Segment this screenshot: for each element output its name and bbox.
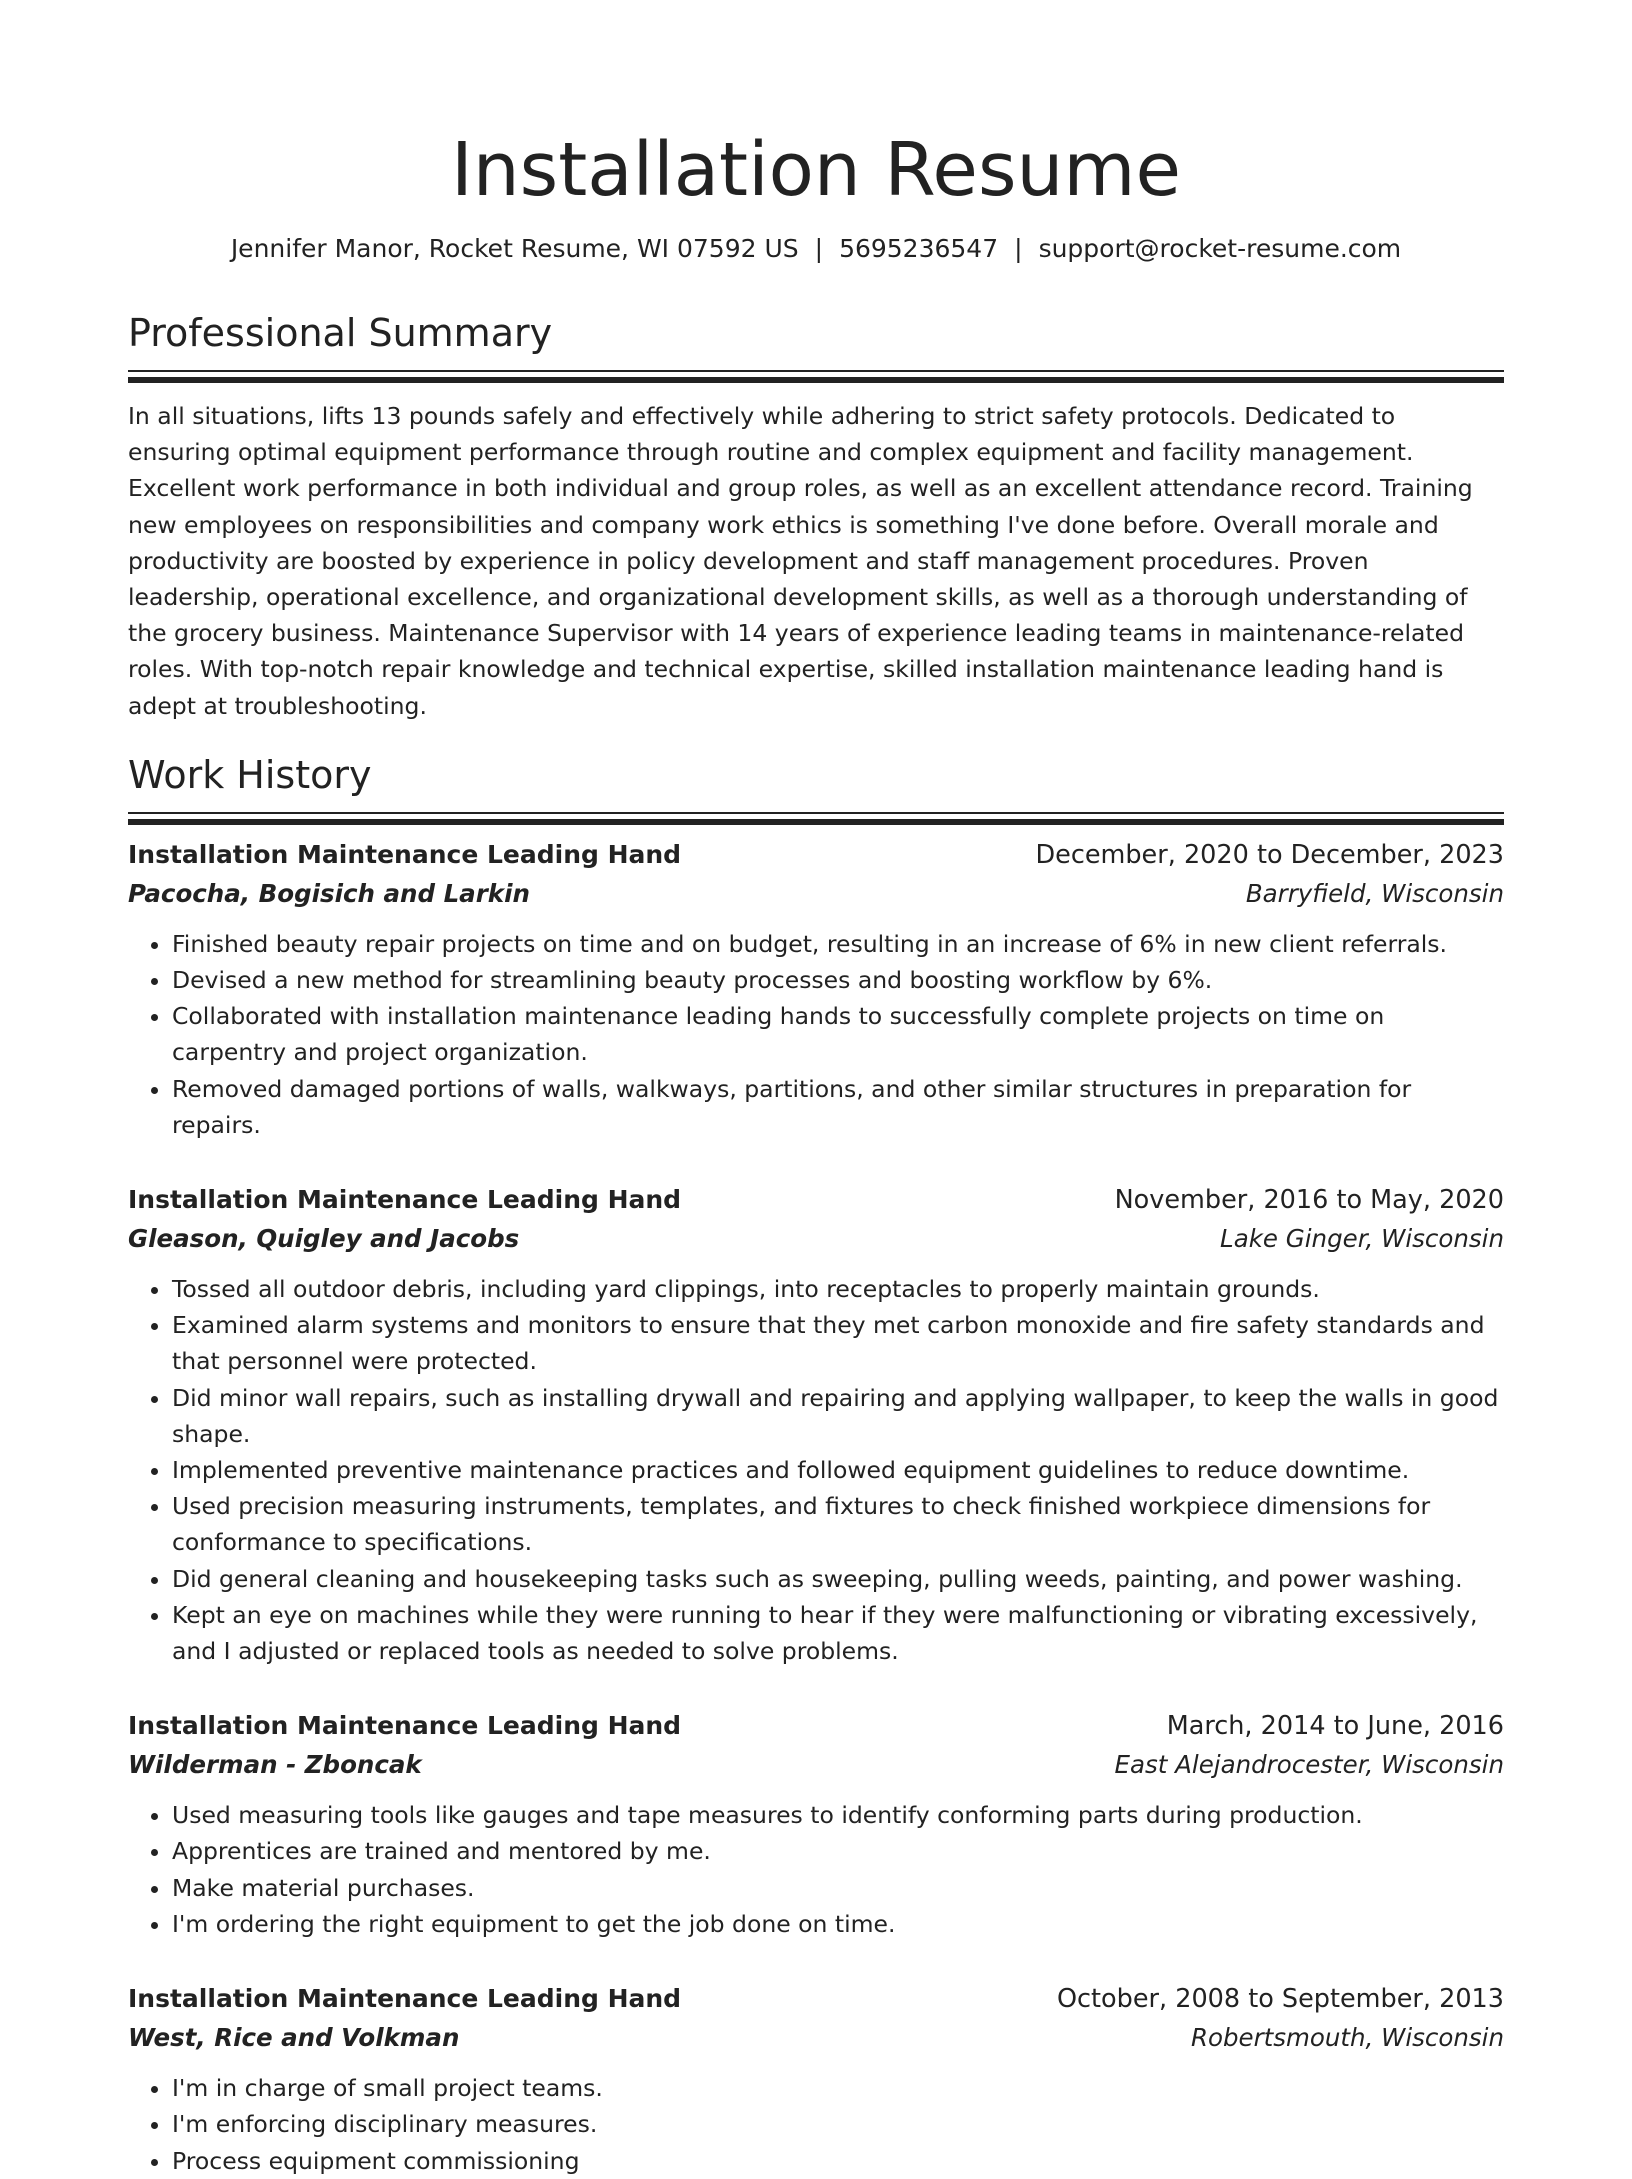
- resume-title: Installation Resume: [450, 127, 1182, 213]
- job-bullet: • Devised a new method for streamlining beauty processes and boosting workflow by 6%.: [172, 962, 1504, 998]
- job-bullet: • Implemented preventive maintenance practices and followed equipment guidelines to reduce downtime.: [172, 1452, 1504, 1488]
- job-location: Lake Ginger, Wisconsin: [1220, 1224, 1504, 1254]
- job-bullet: • Examined alarm systems and monitors to ensure that they met carbon monoxide and fire safety standards and that personnel were protected.: [172, 1307, 1504, 1379]
- job-bullet: • Did minor wall repairs, such as installing drywall and repairing and applying wallpaper, to keep the walls in good shape.: [172, 1380, 1504, 1452]
- job-bullet: • I'm enforcing disciplinary measures.: [172, 2106, 1504, 2142]
- work-history-section: [128, 750, 1504, 2179]
- contact-email: support@rocket-resume.com: [1038, 234, 1402, 263]
- job-bullet: • Make material purchases.: [172, 1870, 1504, 1906]
- job-bullet-list: [128, 2070, 1504, 2179]
- job-dates: March, 2014 to June, 2016: [1166, 1711, 1504, 1742]
- section-divider: [128, 370, 1504, 372]
- job-bullet: • I'm ordering the right equipment to get the job done on time.: [172, 1906, 1504, 1942]
- job-dates: December, 2020 to December, 2023: [1035, 839, 1504, 870]
- job-bullet: • Collaborated with installation maintenance leading hands to successfully complete projects on time on carpentry and project organization.: [172, 998, 1504, 1070]
- job-entry: [128, 836, 1504, 1143]
- job-bullet: • Finished beauty repair projects on time and on budget, resulting in an increase of 6% in new client referrals.: [172, 926, 1504, 962]
- job-bullet-list: [128, 1271, 1504, 1669]
- job-header-row: [128, 1707, 1504, 1745]
- job-company: Gleason, Quigley and Jacobs: [128, 1224, 520, 1254]
- section-heading-summary: Professional Summary: [128, 311, 553, 355]
- job-company: Pacocha, Bogisich and Larkin: [128, 878, 530, 908]
- job-company-row: [128, 874, 1504, 914]
- job-location: Barryfield, Wisconsin: [1245, 878, 1504, 908]
- job-dates: October, 2008 to September, 2013: [1056, 1984, 1504, 2015]
- job-bullet-list: [128, 926, 1504, 1143]
- job-company: West, Rice and Volkman: [128, 2023, 460, 2053]
- job-bullet: • Apprentices are trained and mentored by me.: [172, 1833, 1504, 1869]
- job-bullet: • Tossed all outdoor debris, including yard clippings, into receptacles to properly maintain grounds.: [172, 1271, 1504, 1307]
- job-dates: November, 2016 to May, 2020: [1114, 1185, 1504, 1216]
- job-bullet: • I'm in charge of small project teams.: [172, 2070, 1504, 2106]
- job-company-row: [128, 2018, 1504, 2058]
- job-entry: [128, 1181, 1504, 1669]
- contact-address: Jennifer Manor, Rocket Resume, WI 07592 US: [230, 234, 799, 263]
- resume-page: [128, 0, 1504, 2179]
- job-title: Installation Maintenance Leading Hand: [128, 1984, 682, 2014]
- job-location: Robertsmouth, Wisconsin: [1190, 2023, 1504, 2053]
- job-company-row: [128, 1745, 1504, 1785]
- job-bullet: • Did general cleaning and housekeeping tasks such as sweeping, pulling weeds, painting, and power washing.: [172, 1561, 1504, 1597]
- summary-text: In all situations, lifts 13 pounds safely and effectively while adhering to strict safety protocols. Dedicated to ensuring optimal equipment performance through routine and complex equipment and facility management. Excellent work performance in both individual and group roles, as well as an excellent attendance record. Training new employees on responsibilities and company work ethics is something I've done before. Overall morale and productivity are boosted by experience in policy development and staff management procedures. Proven leadership, operational excellence, and organizational development skills, as well as a thorough understanding of the grocery business. Maintenance Supervisor with 14 years of experience leading teams in maintenance-related roles. With top-notch repair knowledge and technical expertise, skilled installation maintenance leading hand is adept at troubleshooting.: [128, 402, 1473, 720]
- contact-phone: 5695236547: [839, 234, 999, 263]
- job-title: Installation Maintenance Leading Hand: [128, 839, 682, 869]
- job-header-row: [128, 1980, 1504, 2018]
- job-header-row: [128, 836, 1504, 874]
- job-company-row: [128, 1219, 1504, 1259]
- professional-summary-section: [128, 308, 1504, 724]
- job-bullet: • Removed damaged portions of walls, walkways, partitions, and other similar structures in preparation for repairs.: [172, 1071, 1504, 1143]
- job-header-row: [128, 1181, 1504, 1219]
- section-heading-work-history: Work History: [128, 752, 372, 797]
- job-bullet: • Kept an eye on machines while they were running to hear if they were malfunctioning or vibrating excessively, and I adjusted or replaced tools as needed to solve problems.: [172, 1597, 1504, 1669]
- job-location: East Alejandrocester, Wisconsin: [1114, 1750, 1504, 1780]
- job-bullet: • Process equipment commissioning: [172, 2143, 1504, 2179]
- job-bullet: • Used measuring tools like gauges and tape measures to identify conforming parts during production.: [172, 1797, 1504, 1833]
- section-divider: [128, 812, 1504, 814]
- job-title: Installation Maintenance Leading Hand: [128, 1185, 682, 1215]
- job-bullet: • Used precision measuring instruments, templates, and fixtures to check finished workpiece dimensions for conformance to specifications.: [172, 1488, 1504, 1560]
- contact-separator: |: [1014, 234, 1023, 263]
- job-entry: [128, 1707, 1504, 1942]
- job-entry: [128, 1980, 1504, 2179]
- contact-line: [128, 232, 1504, 266]
- job-title: Installation Maintenance Leading Hand: [128, 1711, 682, 1741]
- contact-separator: |: [814, 234, 824, 263]
- job-company: Wilderman - Zboncak: [128, 1750, 422, 1780]
- job-bullet-list: [128, 1797, 1504, 1942]
